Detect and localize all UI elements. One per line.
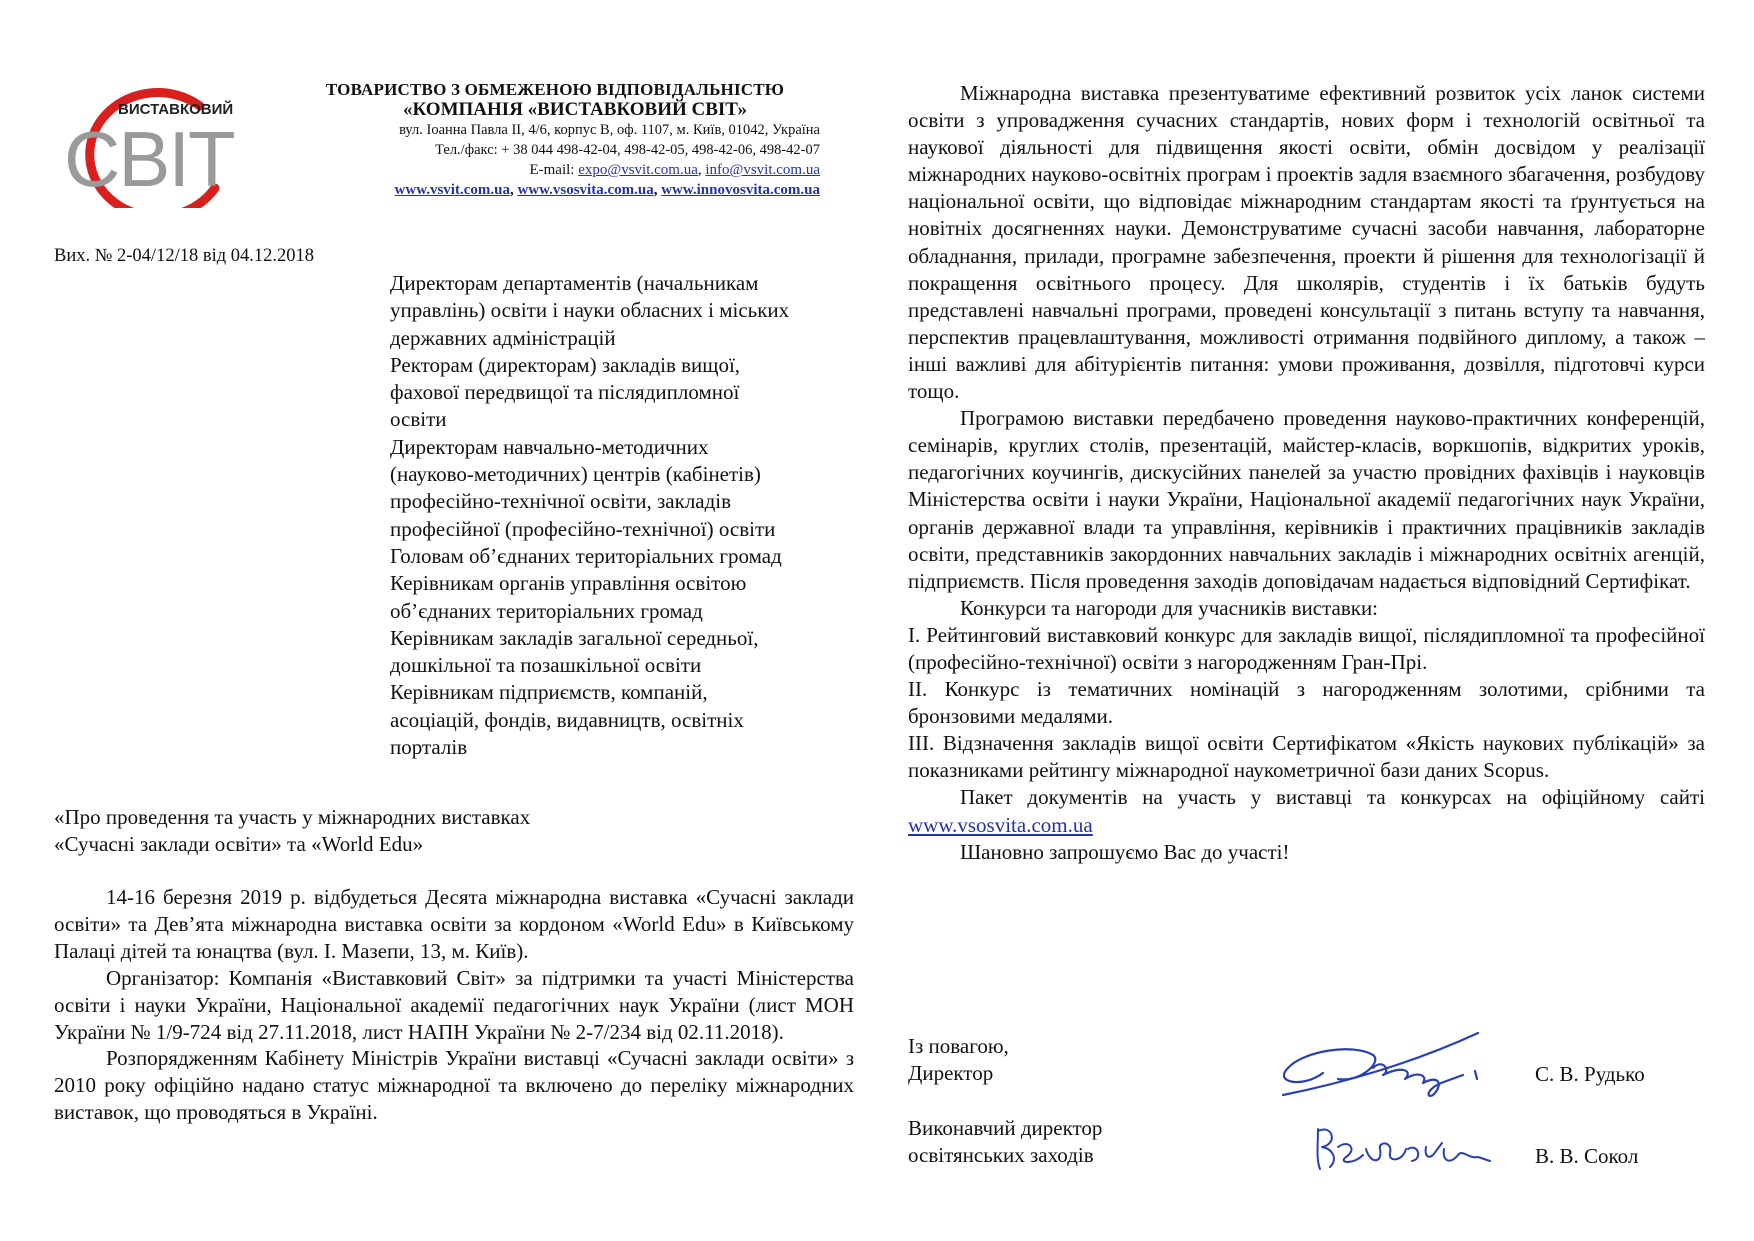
addressee-line: Ректорам (директорам) закладів вищої,	[390, 352, 741, 377]
addressee-line: освіти	[390, 407, 447, 432]
addressee-line: дошкільної та позашкільної освіти	[390, 653, 702, 678]
logo-word-small: ВИСТАВКОВИЙ	[118, 101, 234, 118]
package-text: Пакет документів на участь у виставці та конкурсах на офіційному сайті	[960, 785, 1705, 810]
package-website-link[interactable]: www.vsosvita.com.ua	[908, 812, 1093, 837]
signatory-1	[908, 1033, 1009, 1087]
addressee-line: Керівникам підприємств, компаній,	[390, 680, 708, 705]
signature-block	[908, 1033, 1705, 1183]
addressee-line: Директорам навчально-методичних	[390, 434, 709, 459]
subject-line-1: «Про проведення та участь у міжнародних виставках	[54, 805, 531, 829]
contest-item: ІІІ. Відзначення закладів вищої освіти Сертифікатом «Якість наукових публікацій» за показниками рейтингу міжнародної наукометричної бази даних Scopus.	[908, 731, 1705, 783]
addressee-line: Головам об’єднаних територіальних громад	[390, 543, 782, 568]
invitation-line: Шановно запрошуємо Вас до участі!	[960, 839, 1290, 864]
letter-subject	[54, 804, 530, 858]
company-email-line	[290, 160, 820, 180]
email-link-info[interactable]: info@vsvit.com.ua	[705, 162, 820, 178]
email-separator: ,	[697, 162, 702, 178]
package-paragraph	[908, 784, 1705, 838]
company-legal-form: ТОВАРИСТВО З ОБМЕЖЕНОЮ ВІДПОВІДАЛЬНІСТЮ	[325, 80, 785, 99]
signatory-2-name: В. В. Сокол	[1535, 1144, 1639, 1168]
addressee-line: порталів	[390, 735, 468, 760]
addressee-line: асоціацій, фондів, видавництв, освітніх	[390, 707, 744, 732]
logo-graphic	[50, 78, 240, 208]
right-column-body	[908, 80, 1705, 866]
contest-item: І. Рейтинговий виставковий конкурс для закладів вищої, післядипломної та професійної (професійно-технічної) освіти з нагородженням Гран-Прі.	[908, 622, 1705, 674]
contests-heading: Конкурси та нагороди для учасників виставки:	[960, 595, 1379, 620]
signatory-1-name: С. В. Рудько	[1535, 1062, 1645, 1086]
logo-word-big: СВІТ	[64, 115, 234, 203]
signatory-2-role-line-2: освітянських заходів	[908, 1143, 1094, 1167]
outgoing-reference: Вих. № 2-04/12/18 від 04.12.2018	[54, 246, 314, 266]
addressee-line: (науково-методичних) центрів (кабінетів)	[390, 462, 761, 487]
email-label: E-mail:	[529, 162, 575, 178]
company-websites	[290, 180, 820, 200]
company-name: «КОМПАНІЯ «ВИСТАВКОВИЙ СВІТ»	[403, 99, 747, 120]
addressee-line: професійно-технічної освіти, закладів	[390, 489, 732, 514]
body-paragraph: Міжнародна виставка презентуватиме ефективний розвиток усіх ланок системи освіти з упровадження сучасних стандартів, нових форм і технологій освітньої та наукової діяльності для підвищення якості освіти, обмін досвідом у реалізації міжнародних науково-освітніх програм і проектів задля взаємного збагачення, розбудову національної освіти, що відповідає міжнародним стандартам якості та ґрунтується на новітніх досягненнях науки. Демонструватиме сучасні засоби навчання, лабораторне обладнання, прилади, програмне забезпечення, проекти й рішення для технологізації й покращення освітнього процесу. Для школярів, студентів і їх батьків будуть представлені навчальні програми, проведені консультації з питань вступу та навчання, перспектив працевлаштування, можливості отримання подвійного диплому, а також – інші важливі для абітурієнтів питання: умови проживання, дозвілля, підготовчі курси тощо.	[908, 81, 1705, 404]
website-link-vsvit[interactable]: www.vsvit.com.ua	[394, 182, 510, 198]
addressee-line: управлінь) освіти і науки обласних і міських	[390, 298, 790, 323]
web-separator-2: ,	[653, 182, 658, 198]
executive-director-handwritten-signature	[1308, 1119, 1498, 1179]
body-paragraph: Програмою виставки передбачено проведення науково-практичних конференцій, семінарів, круглих столів, презентацій, майстер-класів, воркшопів, відкритих уроків, педагогічних коучингів, дискусійних панелей за участю провідних фахівців і науковців Міністерства освіти і науки України, Національної академії педагогічних наук України, органів державної влади та управління, керівників і практичних працівників закладів освіти, представників закордонних навчальних закладів і міжнародних освітніх агенцій, підприємств. Після проведення заходів доповідачам надається відповідний Сертифікат.	[908, 406, 1705, 593]
company-address: вул. Іоанна Павла ІІ, 4/6, корпус В, оф. 1107, м. Київ, 01042, Україна	[399, 122, 820, 138]
subject-line-2: «Сучасні заклади освіти» та «World Edu»	[54, 832, 424, 856]
signatory-2-role-line-1: Виконавчий директор	[908, 1116, 1103, 1140]
contest-item: ІІ. Конкурс із тематичних номінацій з нагородженням золотими, срібними та бронзовими медалями.	[908, 677, 1705, 729]
company-phone: Тел./факс: + 38 044 498-42-04, 498-42-05, 498-42-06, 498-42-07	[435, 142, 820, 158]
addressee-line: фахової передвищої та післядипломної	[390, 380, 740, 405]
website-link-vsosvita[interactable]: www.vsosvita.com.ua	[517, 182, 654, 198]
body-paragraph: Розпорядженням Кабінету Міністрів України виставці «Сучасні заклади освіти» з 2010 року офіційно надано статус міжнародної та включено до переліку міжнародних виставок, що проводяться в Україні.	[54, 1046, 854, 1125]
addressee-line: об’єднаних територіальних громад	[390, 598, 703, 623]
website-link-innovosvita[interactable]: www.innovosvita.com.ua	[661, 182, 820, 198]
addressee-list	[390, 270, 850, 761]
body-paragraph: 14-16 березня 2019 р. відбудеться Десята міжнародна виставка «Сучасні заклади освіти» та Дев’ята міжнародна виставка освіти за кордоном «World Edu» в Київському Палаці дітей та юнацтва (вул. І. Мазепи, 13, м. Київ).	[54, 885, 854, 963]
signatory-2	[908, 1115, 1102, 1169]
regards-text: Із повагою,	[908, 1034, 1009, 1058]
director-handwritten-signature	[1263, 1013, 1513, 1113]
signatory-1-role: Директор	[908, 1061, 994, 1085]
addressee-line: професійної (професійно-технічної) освіти	[390, 516, 776, 541]
addressee-line: Директорам департаментів (начальникам	[390, 271, 759, 295]
company-logo	[50, 78, 240, 208]
web-separator-1: ,	[509, 182, 514, 198]
body-paragraph: Організатор: Компанія «Виставковий Світ» за підтримки та участі Міністерства освіти і науки України, Національної академії педагогічних наук України (лист МОН України № 1/9-724 від 27.11.2018, лист НАПН України № 2-7/234 від 02.11.2018).	[54, 965, 854, 1044]
addressee-line: Керівникам закладів загальної середньої,	[390, 625, 759, 650]
letterhead	[290, 80, 820, 200]
left-column-body	[54, 884, 854, 1126]
addressee-line: державних адміністрацій	[390, 325, 616, 350]
email-link-expo[interactable]: expo@vsvit.com.ua	[578, 162, 698, 178]
addressee-line: Керівникам органів управління освітою	[390, 571, 747, 596]
